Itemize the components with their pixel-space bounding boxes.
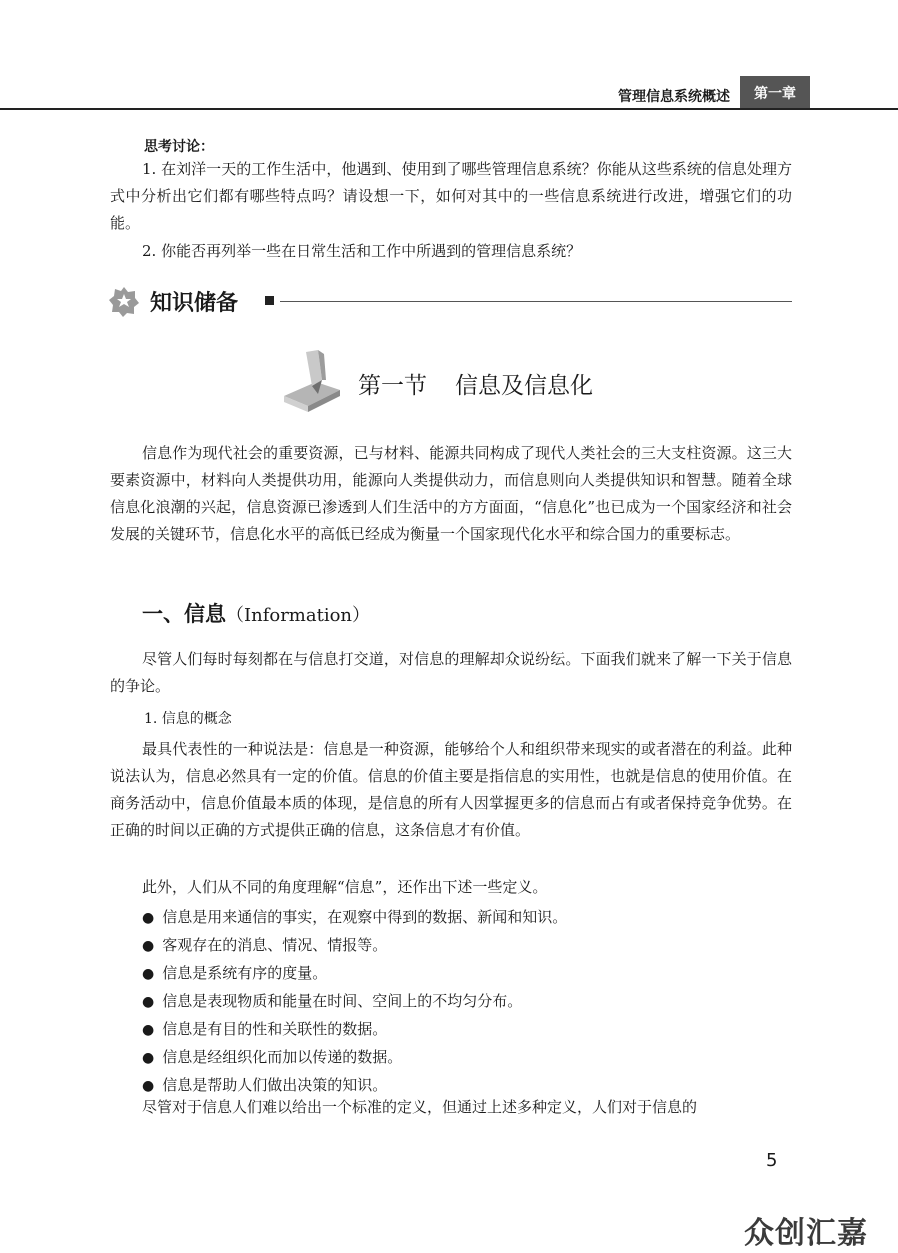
section-title	[358, 367, 593, 400]
list-item: ● 信息是用来通信的事实，在观察中得到的数据、新闻和知识。	[142, 904, 567, 932]
heading-square-marker	[265, 296, 274, 305]
star-badge-icon	[108, 286, 140, 318]
discussion-heading: 思考讨论：	[144, 139, 214, 155]
discussion-question-1: 1. 在刘洋一天的工作生活中，他遇到、使用到了哪些管理信息系统？你能从这些系统的信息处理方式中分析出它们都有哪些特点吗？请设想一下，如何对其中的一些信息系统进行改进，增强它们的功能。	[110, 160, 792, 232]
section-number: 第一节	[358, 373, 427, 399]
debate-paragraph: 尽管人们每时每刻都在与信息打交道，对信息的理解却众说纷纭。下面我们就来了解一下关于信息的争论。	[110, 650, 792, 695]
section-name: 信息及信息化	[455, 373, 593, 399]
closing-paragraph: 尽管对于信息人们难以给出一个标准的定义，但通过上述多种定义，人们对于信息的	[142, 1098, 698, 1116]
list-item: ● 信息是有目的性和关联性的数据。	[142, 1016, 567, 1044]
chapter-tab: 第一章	[740, 76, 810, 110]
heading-rule	[280, 301, 792, 302]
representative-paragraph: 最具代表性的一种说法是：信息是一种资源，能够给个人和组织带来现实的或者潜在的利益。此种说法认为，信息必然具有一定的价值。信息的价值主要是指信息的实用性，也就是信息的使用价值。在商务活动中，信息价值最本质的体现，是信息的所有人因掌握更多的信息而占有或者保持竞争优势。在正确的时间以正确的方式提供正确的信息，这条信息才有价值。	[110, 740, 792, 839]
list-item: ● 信息是帮助人们做出决策的知识。	[142, 1072, 567, 1100]
knowledge-heading: 知识储备	[150, 291, 239, 316]
definitions-intro: 此外，人们从不同的角度理解“信息”，还作出下述一些定义。	[142, 878, 548, 896]
definition-list	[142, 904, 567, 1100]
list-item: ● 客观存在的消息、情况、情报等。	[142, 932, 567, 960]
discussion-question-2: 2. 你能否再列举一些在日常生活和工作中所遇到的管理信息系统？	[142, 242, 582, 260]
concept-subheading: 1. 信息的概念	[144, 711, 232, 727]
intro-paragraph: 信息作为现代社会的重要资源，已与材料、能源共同构成了现代人类社会的三大支柱资源。这三大要素资源中，材料向人类提供功用，能源向人类提供动力，而信息则向人类提供知识和智慧。随着全球信息化浪潮的兴起，信息资源已渗透到人们生活中的方方面面，“信息化”也已成为一个国家经济和社会发展的关键环节，信息化水平的高低已经成为衡量一个国家现代化水平和综合国力的重要标志。	[110, 444, 792, 543]
list-item: ● 信息是表现物质和能量在时间、空间上的不均匀分布。	[142, 988, 567, 1016]
running-header-title: 管理信息系统概述	[618, 89, 730, 105]
header-rule	[0, 108, 898, 110]
watermark-logo: 众创汇嘉	[744, 1216, 868, 1251]
list-item: ● 信息是系统有序的度量。	[142, 960, 567, 988]
page-number: 5	[766, 1150, 778, 1171]
part1-heading-en: （Information）	[226, 605, 371, 626]
part1-heading	[142, 598, 370, 628]
part1-heading-zh: 一、信息	[142, 602, 226, 626]
list-item: ● 信息是经组织化而加以传递的数据。	[142, 1044, 567, 1072]
pencil-book-icon	[278, 346, 348, 416]
